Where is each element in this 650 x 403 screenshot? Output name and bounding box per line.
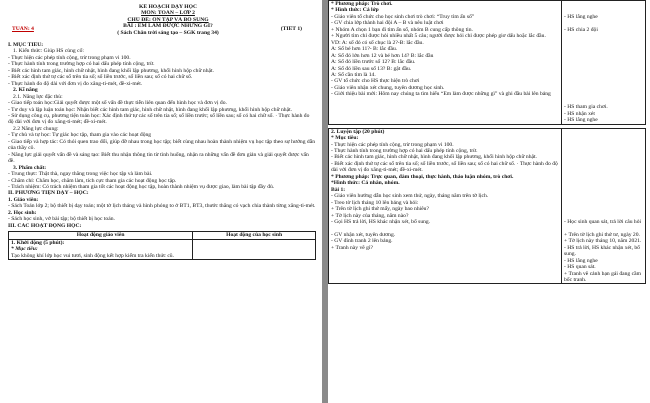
table-row: VD: A: số đó có số chục là 2?-B: lắc đầu.: [331, 39, 424, 46]
period-label: (TIẾT 1): [280, 26, 302, 32]
page-left: [0, 0, 322, 403]
table-row: + Tranh này vẽ gì?: [331, 244, 373, 251]
table-row: + Trên tờ lịch ghi thứ tư, ngày 20.: [564, 231, 640, 238]
text-line: - Giao tiếp toán học:Giải quyết được một số vấn đề thực tiễn liên quan đến hình học và đơn vị đo.: [8, 100, 227, 107]
text-line: - Thực hành đo độ dài với đơn vị đo xăng-ti-mét, đề-xi-mét.: [8, 80, 143, 87]
table-row: 2. Luyện tập (20 phút): [331, 128, 385, 135]
text-line: - Sử dụng công cụ, phương tiện toán học: Xác định thứ tự các số trên tia số; số liền trước; số liền sau; số có hai chữ số. · Thực hành đo độ dài với đơn vị đo xăng-ti-mét; đề-xi-mét.: [8, 112, 310, 126]
text-line: - Tự chủ và tự học: Tự giác học tập, tham gia vào các hoạt động: [8, 132, 152, 139]
table-row: A: Số bé hơn 11?- B: lắc đầu.: [331, 46, 398, 53]
table-cell: [9, 239, 193, 259]
table-row: - Giáo viên tổ chức cho học sinh chơi trò chơi: “Truy tìm ấn số”: [331, 13, 475, 20]
text-line: 2.2 Năng lực chung:: [13, 125, 59, 132]
text-line: - Sách học sinh, vở bài tập; bộ thiết bị học toán.: [8, 216, 115, 223]
student-column: [562, 1, 646, 125]
table-row: - HS lắng nghe: [564, 257, 598, 264]
activities-table-cont-2: [328, 128, 646, 285]
table-row: - HS tham gia chơi.: [564, 104, 608, 111]
heading-qualities: 3. Phẩm chất:: [13, 164, 47, 171]
text-line: - Thực hiện các phép tính cộng, trừ trong phạm vi 100.: [8, 54, 131, 61]
topic-line: CHỦ ĐỀ: ÔN TẬP VÀ BỔ SUNG: [127, 16, 209, 23]
page-right: [328, 0, 650, 403]
text-line: - Trung thực: Thật thà, ngay thẳng trong việc học tập và làm bài.: [8, 171, 153, 178]
text-line: - Biết các hình tam giác, hình chữ nhật, hình đang khối lập phương, khối hình hộp chữ nhật.: [8, 67, 214, 74]
table-row: - HS chia 2 đội: [564, 26, 598, 33]
table-row: - GV đính tranh 2 lên bảng.: [331, 238, 393, 245]
subject-line: MÔN: TOÁN – LỚP 2: [141, 10, 195, 17]
table-row: - HS trả lời, HS khác nhận xét, bổ sung.: [564, 244, 640, 258]
activities-table-cont-1: [328, 0, 646, 125]
table-row: - GV tổ chức cho HS thực hiện trò chơi: [331, 78, 420, 85]
lesson-title: BÀI : EM LÀM ĐƯỢC NHỮNG GÌ?: [123, 23, 213, 30]
text-line: - Năng lực giải quyết vấn đề và sáng tạo: Biết thu nhận thông tin từ tình huống, nhận ra những vấn đề đơn giản và giải quyết được vấn đề.: [8, 151, 309, 165]
text-line: 2.1. Năng lực đặc thù:: [13, 93, 63, 100]
heading-objectives: I. MỤC TIÊU:: [8, 42, 44, 48]
table-row: *Hình thức: Cá nhân, nhóm.: [331, 180, 400, 187]
col-head-student: Hoạt động của học sinh: [193, 232, 316, 239]
table-row: - HS nhận xét: [564, 110, 595, 117]
table-row: - Thực hiện các phép tính cộng, trừ trong phạm vi 100.: [331, 141, 454, 148]
table-row: 1. Khởi động (5 phút):: [11, 239, 65, 246]
table-row: - Gọi HS trả lời, HS khác nhận xét, bổ sung.: [331, 218, 431, 225]
heading-materials: II. PHƯƠNG TIỆN DẠY – HỌC:: [8, 190, 89, 197]
col-head-teacher: Hoạt động giáo viên: [9, 232, 193, 239]
table-row: * Mục tiêu:: [11, 246, 38, 253]
table-row: A: Số cần tìm là 14.: [331, 71, 376, 78]
table-row: - Giới thiệu bài mới: Hôm nay chúng ta tìm hiểu “Em làm được những gì” và ghi đầu bài lên bảng: [331, 91, 551, 98]
table-row: A: Số đó lớn hơn 12 và bé hơn 14? B: lắc đầu: [331, 52, 434, 59]
week-label: TUẦN: 4: [12, 26, 34, 32]
table-row: - HS lắng nghe: [564, 13, 598, 20]
table-row: + Tờ lịch này của tháng, năm nào?: [331, 212, 409, 219]
table-row: + Nhóm A chọn 1 bạn đi tìm ấn số, nhóm B cung cấp thông tin.: [331, 26, 473, 33]
table-row: Tạo không khí lớp học vui tươi, sinh động kết hợp kiểm tra kiến thức cũ.: [11, 252, 174, 259]
lesson-header: [8, 4, 316, 42]
heading-skills: 2. Kĩ năng: [13, 87, 38, 94]
text-line: - Chăm chỉ: Chăm học, chăm làm, tích cực tham gia các hoạt động học tập.: [8, 177, 177, 184]
table-row: * Phương pháp: Trò chơi.: [331, 1, 393, 7]
table-row: * Mục tiêu:: [331, 135, 359, 142]
table-row: * Phương pháp: Trực quan, đàm thoại, thực hành, thảo luận nhóm, trò chơi.: [331, 173, 514, 180]
heading-activities: III. CÁC HOẠT ĐỘNG HỌC:: [8, 222, 82, 229]
objectives-section: [8, 42, 316, 229]
table-row: - Học sinh quan sát, trả lời câu hỏi: [564, 218, 642, 225]
table-row: - Giáo viên hướng dẫn học sinh xem thứ, ngày, tháng năm trên tờ lịch.: [331, 193, 489, 200]
text-line: - Biết xác định thứ tự các số trên tia số; số liền trước, số liền sau; số có hai chữ số.: [8, 74, 193, 81]
table-cell: [193, 239, 316, 259]
table-row: + Tranh vẽ cảnh bạn gái đang cầm bốc tranh.: [564, 270, 641, 284]
table-row: - Treo tờ lịch tháng 10 lên bảng và hỏi:: [331, 199, 419, 206]
text-line: - Trách nhiệm: Có trách nhiệm tham gia tốt các hoạt động học tập, hoàn thành nhiệm vụ được giao, làm bài tập đầy đủ.: [8, 183, 275, 190]
table-row: - Giáo viên nhận xét chung, tuyên dương học sinh.: [331, 84, 445, 91]
table-row: - HS lắng nghe: [564, 117, 598, 124]
table-row: A: Số đó liền trước số 12? B: lắc đầu.: [331, 59, 416, 66]
table-row: A: Số đó liền sau số 13? B: gật đầu.: [331, 65, 412, 72]
teacher-column: [329, 1, 562, 125]
text-line: - Thực hành tính trong trường hợp có hai dấu phép tính cộng, trừ.: [8, 61, 155, 68]
table-row: - Biết xác định thứ tự các số trên tia số; số liền trước, số liền sau; số có hai chữ số. · Thực hành đo độ dài với đơn vị đo xăng-ti-mét; đề-xi-mét.: [331, 160, 558, 174]
heading-student: 2. Học sinh:: [8, 209, 37, 216]
text-line: - Tư duy và lập luận toán học: Nhận biết các hình tam giác, hình chữ nhật, hình đang khối lập phương, khối hình hộp chữ nhật.: [8, 106, 293, 113]
table-row: + Người tìm chỉ được hỏi nhiều nhất 5 câu; người được hỏi chỉ được phép giơ dấu hoặc lắc đầu.: [331, 33, 546, 40]
plan-title: KẾ HOẠCH DẠY HỌC: [138, 4, 198, 10]
table-row: - Thực hành tính trong trường hợp có hai dấu phép tính cộng, trừ.: [331, 147, 478, 154]
heading-teacher: 1. Giáo viên:: [8, 196, 39, 203]
table-row: - HS quan sát.: [564, 264, 596, 271]
text-line: - Giao tiếp và hợp tác: Có thói quen trao đổi, giúp đỡ nhau trong học tập; biết cùng nhau hoàn thành nhiệm vụ học tập theo sự hướng dẫn của thầy cô.: [8, 138, 315, 152]
table-row: - GV chia lớp thành hai đội A – B và nêu luật chơi: [331, 20, 444, 27]
book-ref: ( Sách Chân trời sáng tạo – SGK trang 34): [117, 29, 219, 36]
teacher-column: [329, 128, 562, 284]
table-row: - GV nhận xét, tuyên dương.: [331, 231, 396, 238]
activities-table: [8, 231, 316, 260]
text-line: 1. Kiến thức: Giúp HS củng cố:: [13, 48, 84, 55]
table-row: + Tờ lịch này tháng 10, năm 2021.: [564, 238, 642, 245]
student-column: [562, 128, 646, 284]
text-line: - Sách Toán lớp 2; bộ thiết bị dạy toán; một tờ lịch tháng và hình phóng to ở BT1, BT3, thước thẳng có vạch chia thành từng xăng-ti-mét.: [8, 203, 316, 210]
table-row: - Biết các hình tam giác, hình chữ nhật, hình đang khối lập phương, khối hình hộp chữ nhật.: [331, 154, 537, 161]
table-row: * Hình thức: Cả lớp: [331, 7, 379, 14]
table-row: + Trên tờ lịch ghi thứ mấy, ngày bao nhiêu?: [331, 206, 429, 213]
table-row: Bài 1:: [331, 186, 346, 193]
